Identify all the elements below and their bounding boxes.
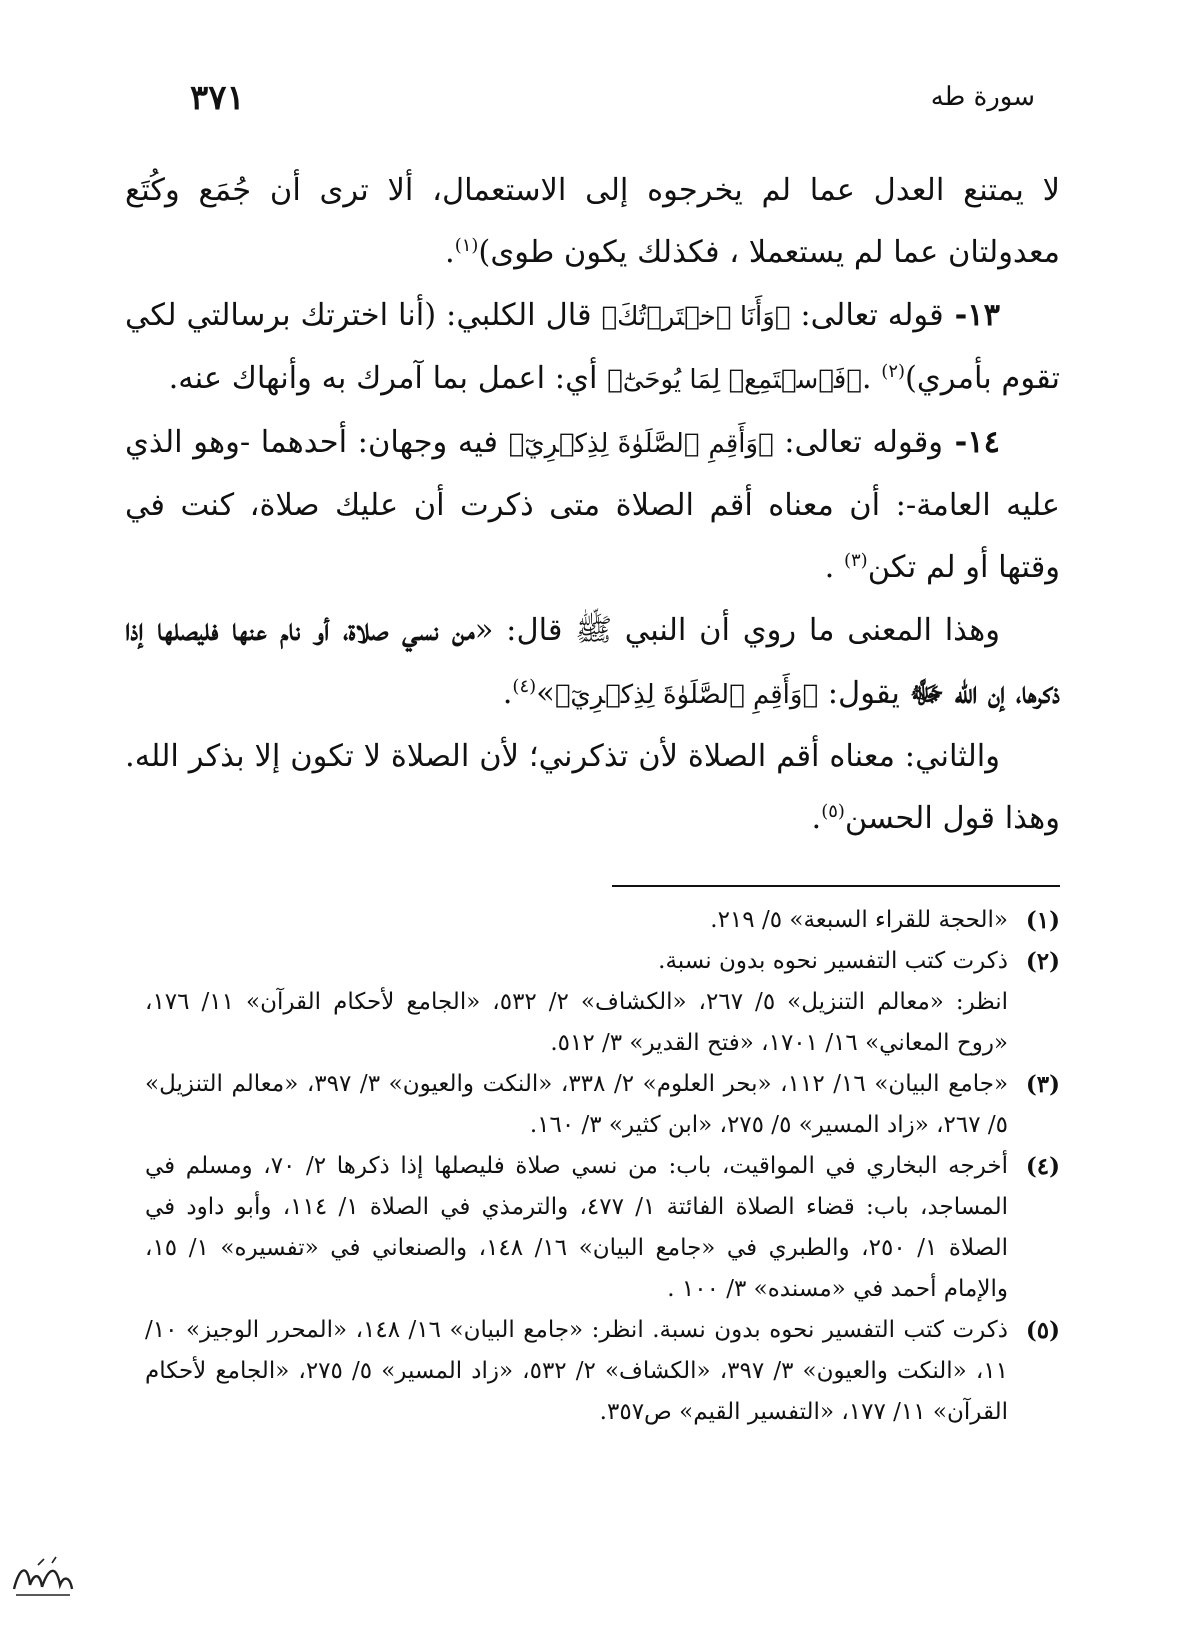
footnote-number: (٣) xyxy=(1025,1071,1060,1098)
verse-number-14: ١٤- xyxy=(943,424,1000,460)
footnote-number: (١) xyxy=(1025,907,1060,934)
paragraph-4 xyxy=(125,599,1060,726)
footnotes xyxy=(145,900,1060,1433)
footnote-text: انظر: «معالم التنزيل» ٥/ ٢٦٧، «الكشاف» ٢/ ٥٣٢، «الجامع لأحكام القرآن» ١١/ ١٧٦، «روح المعاني» ١٦/ ١٧٠١، «فتح القدير» ٣/ ٥١٢. xyxy=(145,989,1008,1056)
footnote-text: «جامع البيان» ١٦/ ١١٢، «بحر العلوم» ٢/ ٣٣٨، «النكت والعيون» ٣/ ٣٩٧، «معالم التنزيل» ٥/ ٢٦٧، «زاد المسير» ٥/ ٢٧٥، «ابن كثير» ٣/ ١٦٠. xyxy=(145,1071,1009,1138)
paragraph-4-end: . xyxy=(502,676,513,711)
paragraph-1 xyxy=(125,160,1060,284)
quran-quote: ﴿وَأَقِمِ ٱلصَّلَوٰةَ لِذِكۡرِيٓ﴾ xyxy=(508,429,774,459)
page-header xyxy=(190,78,1035,128)
paragraph-5-end: . xyxy=(811,801,822,836)
footnote-1 xyxy=(145,900,1060,941)
footnote-text: ذكرت كتب التفسير نحوه بدون نسبة. انظر: «جامع البيان» ١٦/ ١٤٨، «المحرر الوجيز» ١٠/ ١١، «النكت والعيون» ٣/ ٣٩٧، «الكشاف» ٢/ ٥٣٢، «زاد المسير» ٥/ ٢٧٥، «الجامع لأحكام القرآن» ١١/ ١٧٧، «التفسير القيم» ص٣٥٧. xyxy=(145,1317,1008,1425)
footnote-ref-4: (٤) xyxy=(512,675,537,697)
paragraph-3-intro: وقوله تعالى: xyxy=(773,425,944,460)
footnote-text: «الحجة للقراء السبعة» ٥/ ٢١٩. xyxy=(710,907,1008,933)
paragraph-4-text: يقول: xyxy=(818,676,910,711)
footnote-3 xyxy=(145,1064,1060,1146)
page-number: ٣٧١ xyxy=(190,78,245,118)
paragraph-4-quote-close: » xyxy=(536,676,555,711)
footnote-ref-3: (٣) xyxy=(843,549,868,571)
paragraph-2-intro: قوله تعالى: xyxy=(790,298,944,333)
quran-quote: ﴿وَأَقِمِ ٱلصَّلَوٰةَ لِذِكۡرِيٓ﴾ xyxy=(554,680,819,710)
paragraph-3-end: . xyxy=(824,550,844,585)
paragraph-2 xyxy=(125,284,1060,411)
paragraph-3 xyxy=(125,411,1060,599)
footnote-text: ذكرت كتب التفسير نحوه بدون نسبة. xyxy=(658,948,1008,974)
verse-number-13: ١٣- xyxy=(943,297,1001,333)
paragraph-1-text: لا يمتنع العدل عما لم يخرجوه إلى الاستعمال، ألا ترى أن جُمَع وكُتَع معدولتان عما لم يستعملا ، فكذلك يكون طوى) xyxy=(125,173,1060,270)
paragraph-5 xyxy=(125,726,1060,850)
paragraph-2-text: قال الكلبي: (أنا اخترتك برسالتي لكي تقوم بأمري) xyxy=(125,298,1060,396)
footnote-ref-1: (١) xyxy=(454,234,479,256)
quran-quote: ﴿وَأَنَا ٱخۡتَرۡتُكَ﴾ xyxy=(601,302,791,332)
footnote-5 xyxy=(145,1310,1060,1433)
surah-title: سورة طه xyxy=(930,82,1035,112)
publisher-logo-icon xyxy=(8,1555,78,1603)
footnote-ref-5: (٥) xyxy=(821,800,845,822)
footnote-divider xyxy=(612,885,1060,887)
main-text xyxy=(125,160,1060,850)
paragraph-5-text: والثاني: معناه أقم الصلاة لأن تذكرني؛ لأن الصلاة لا تكون إلا بذكر الله. وهذا قول الحسن xyxy=(125,739,1060,836)
paragraph-2-dot: . xyxy=(861,361,882,396)
paragraph-1-end: . xyxy=(444,235,455,270)
footnote-number: (٤) xyxy=(1025,1153,1060,1180)
paragraph-4-intro: وهذا المعنى ما روي أن النبي ﷺ قال: « xyxy=(474,613,1000,648)
footnote-ref-2: (٢) xyxy=(881,360,906,382)
footnote-number: (٥) xyxy=(1025,1317,1060,1344)
footnote-4 xyxy=(145,1146,1060,1310)
quran-quote: ﴿فَٱسۡتَمِعۡ لِمَا يُوحَىٰٓ﴾ xyxy=(607,365,862,395)
paragraph-2-end: أي: اعمل بما آمرك به وأنهاك عنه. xyxy=(168,361,608,396)
footnote-text: أخرجه البخاري في المواقيت، باب: من نسي صلاة فليصلها إذا ذكرها ٢/ ٧٠، ومسلم في المساجد، باب: قضاء الصلاة الفائتة ١/ ٤٧٧، والترمذي في الصلاة ١/ ١١٤، وأبو داود في الصلاة ١/ ٢٥٠، والطبري في «جامع البيان» ١٦/ ١٤٨، والصنعاني في «تفسيره» ١/ ١٥، والإمام أحمد في «مسنده» ٣/ ١٠٠ . xyxy=(145,1153,1009,1302)
footnote-2 xyxy=(145,941,1060,1064)
footnote-number: (٢) xyxy=(1025,948,1060,975)
paragraph-3-text: فيه وجهان: أحدهما -وهو الذي عليه العامة-: أن معناه أقم الصلاة متى ذكرت أن عليك صلاة، كنت في وقتها أو لم تكن xyxy=(125,425,1060,585)
hadith-text: من نسي صلاة، أو نام عنها فليصلها إذا ذكرها، إن الله ﷻ xyxy=(125,612,1060,711)
